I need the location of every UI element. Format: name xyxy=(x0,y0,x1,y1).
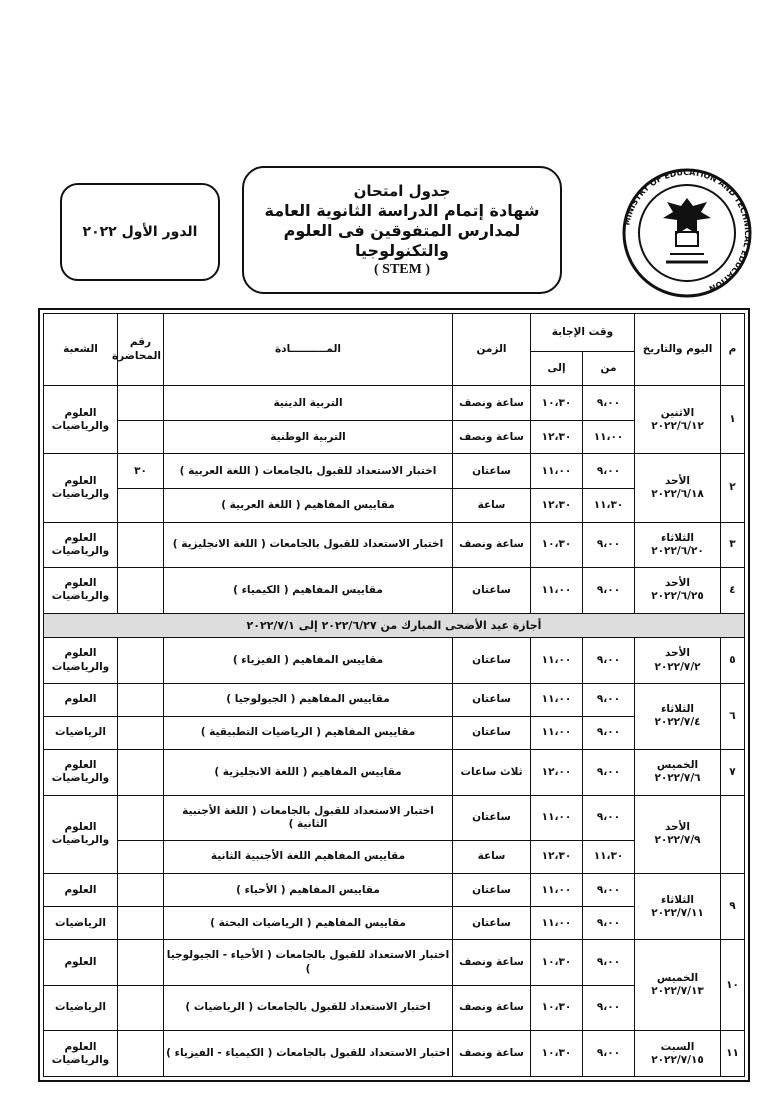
time-to: ١٢،٣٠ xyxy=(530,421,582,454)
exam-date: ٢٠٢٢/٧/٢ xyxy=(654,660,701,673)
count-cell xyxy=(118,568,164,614)
branch-cell: العلوم xyxy=(44,874,118,907)
subject-name: مقاييس المفاهيم ( اللغة الانجليزية ) xyxy=(164,750,453,796)
time-from: ٩،٠٠ xyxy=(583,386,635,421)
count-cell xyxy=(118,907,164,940)
time-from: ٩،٠٠ xyxy=(583,750,635,796)
row-number: ١ xyxy=(721,386,745,454)
title-line-4: ( STEM ) xyxy=(374,261,430,277)
row-number: ٥ xyxy=(721,638,745,684)
row-number: ١١ xyxy=(721,1031,745,1077)
title-line-3: لمدارس المتفوقين فى العلوم والتكنولوجيا xyxy=(283,220,521,260)
row-number: ٣ xyxy=(721,522,745,568)
time-from: ١١،٣٠ xyxy=(583,489,635,522)
duration: ثلاث ساعات xyxy=(452,750,530,796)
day-date-cell xyxy=(635,940,721,1031)
table-row xyxy=(44,795,745,841)
day-name: الخميس xyxy=(656,759,699,772)
time-to: ١١،٠٠ xyxy=(530,716,582,749)
row-number: ٤ xyxy=(721,568,745,614)
subject-name: التربية الدينية xyxy=(164,386,453,421)
time-to: ١١،٠٠ xyxy=(530,907,582,940)
duration: ساعة xyxy=(452,489,530,522)
subject-name: اختبار الاستعداد للقبول بالجامعات ( الأحياء - الجيولوجيا ) xyxy=(164,940,453,986)
exam-schedule-table-frame xyxy=(38,308,750,1082)
holiday-break-row xyxy=(44,613,745,638)
count-cell xyxy=(118,874,164,907)
time-from: ٩،٠٠ xyxy=(583,716,635,749)
day-date-cell xyxy=(635,750,721,796)
branch-cell: العلوم xyxy=(44,683,118,716)
time-to: ١٢،٣٠ xyxy=(530,489,582,522)
time-to: ١١،٠٠ xyxy=(530,874,582,907)
count-cell xyxy=(118,750,164,796)
branch-cell: الرياضيات xyxy=(44,985,118,1031)
day-name: الثلاثاء xyxy=(660,893,695,906)
day-date-cell xyxy=(635,386,721,454)
count-cell xyxy=(118,940,164,986)
subject-name: اختبار الاستعداد للقبول بالجامعات ( الرياضيات ) xyxy=(164,985,453,1031)
col-header-count: رقم المحاضرة xyxy=(118,314,164,386)
count-cell xyxy=(118,489,164,522)
exam-date: ٢٠٢٢/٦/١٨ xyxy=(651,487,704,500)
time-from: ٩،٠٠ xyxy=(583,454,635,489)
time-to: ١١،٠٠ xyxy=(530,454,582,489)
time-to: ١٢،٠٠ xyxy=(530,750,582,796)
exam-round-label: الدور الأول ٢٠٢٢ xyxy=(60,183,220,281)
holiday-break-text: أجازة عيد الأضحى المبارك من ٢٠٢٢/٦/٢٧ إلى ٢٠٢٢/٧/١ xyxy=(44,613,745,638)
exam-date: ٢٠٢٢/٧/٦ xyxy=(654,772,701,785)
row-number: ٩ xyxy=(721,874,745,940)
time-from: ٩،٠٠ xyxy=(583,638,635,684)
document-title-box xyxy=(242,166,562,294)
subject-name: مقاييس المفاهيم اللغة الأجنبية الثانية xyxy=(164,841,453,874)
time-to: ١٠،٣٠ xyxy=(530,522,582,568)
table-row xyxy=(44,940,745,986)
subject-name: مقاييس المفاهيم ( الرياضيات البحتة ) xyxy=(164,907,453,940)
branch-cell: الرياضيات xyxy=(44,716,118,749)
subject-name: مقاييس المفاهيم ( اللغة العربية ) xyxy=(164,489,453,522)
exam-date: ٢٠٢٢/٧/١٥ xyxy=(651,1053,704,1066)
count-cell xyxy=(118,421,164,454)
subject-name: اختبار الاستعداد للقبول بالجامعات ( اللغة الانجليزية ) xyxy=(164,522,453,568)
count-cell xyxy=(118,638,164,684)
duration: ساعة ونصف xyxy=(452,940,530,986)
count-cell xyxy=(118,683,164,716)
title-line-1: جدول امتحان xyxy=(353,181,451,200)
time-to: ١١،٠٠ xyxy=(530,795,582,841)
subject-name: اختبار الاستعداد للقبول بالجامعات ( اللغة العربية ) xyxy=(164,454,453,489)
subject-name: مقاييس المفاهيم ( الفيزياء ) xyxy=(164,638,453,684)
time-from: ١١،٠٠ xyxy=(583,421,635,454)
row-number: ٦ xyxy=(721,683,745,749)
duration: ساعة ونصف xyxy=(452,1031,530,1077)
title-line-2: شهادة إتمام الدراسة الثانوية العامة xyxy=(264,200,540,220)
row-number: ٢ xyxy=(721,454,745,522)
branch-cell: العلوم xyxy=(44,940,118,986)
count-cell xyxy=(118,841,164,874)
col-header-from: من xyxy=(583,352,635,386)
table-row xyxy=(44,750,745,796)
time-to: ١٠،٣٠ xyxy=(530,940,582,986)
duration: ساعتان xyxy=(452,795,530,841)
time-from: ٩،٠٠ xyxy=(583,907,635,940)
day-name: الاثنين xyxy=(660,406,695,419)
time-from: ٩،٠٠ xyxy=(583,940,635,986)
duration: ساعتان xyxy=(452,874,530,907)
logo-ring-text: MINISTRY OF EDUCATION AND TECHNICAL EDUCATION xyxy=(622,168,753,294)
table-row xyxy=(44,386,745,421)
table-row xyxy=(44,454,745,489)
time-to: ١٠،٣٠ xyxy=(530,985,582,1031)
count-cell xyxy=(118,716,164,749)
time-to: ١٠،٣٠ xyxy=(530,386,582,421)
table-row xyxy=(44,683,745,716)
duration: ساعة ونصف xyxy=(452,386,530,421)
col-header-duration: الزمن xyxy=(452,314,530,386)
count-cell xyxy=(118,1031,164,1077)
exam-schedule-table xyxy=(43,313,745,1077)
subject-name: مقاييس المفاهيم ( الرياضيات التطبيقية ) xyxy=(164,716,453,749)
day-name: الثلاثاء xyxy=(660,703,695,716)
duration: ساعتان xyxy=(452,683,530,716)
duration: ساعة ونصف xyxy=(452,522,530,568)
time-to: ١١،٠٠ xyxy=(530,638,582,684)
subject-name: مقاييس المفاهيم ( الأحياء ) xyxy=(164,874,453,907)
day-date-cell xyxy=(635,522,721,568)
branch-cell: العلوم والرياضيات xyxy=(44,568,118,614)
ministry-logo-icon xyxy=(612,168,762,298)
time-to: ١٠،٣٠ xyxy=(530,1031,582,1077)
exam-date: ٢٠٢٢/٧/١٣ xyxy=(651,985,704,998)
col-header-num: م xyxy=(721,314,745,386)
day-name: الأحد xyxy=(664,577,691,590)
day-date-cell xyxy=(635,454,721,522)
col-header-answer-time: وقت الإجابة xyxy=(530,314,634,352)
branch-cell: العلوم والرياضيات xyxy=(44,1031,118,1077)
count-cell xyxy=(118,795,164,841)
table-row xyxy=(44,1031,745,1077)
subject-name: مقاييس المفاهيم ( الكيمياء ) xyxy=(164,568,453,614)
branch-cell: العلوم والرياضيات xyxy=(44,638,118,684)
count-cell xyxy=(118,522,164,568)
exam-date: ٢٠٢٢/٦/١٢ xyxy=(651,419,704,432)
day-name: الأحد xyxy=(664,647,691,660)
day-date-cell xyxy=(635,683,721,749)
time-from: ٩،٠٠ xyxy=(583,1031,635,1077)
exam-date: ٢٠٢٢/٧/٩ xyxy=(654,834,701,847)
exam-date: ٢٠٢٢/٧/١١ xyxy=(651,906,704,919)
day-name: السبت xyxy=(660,1040,695,1053)
duration: ساعة ونصف xyxy=(452,985,530,1031)
subject-name: اختبار الاستعداد للقبول بالجامعات ( الكيمياء - الفيزياء ) xyxy=(164,1031,453,1077)
row-number: ٧ xyxy=(721,750,745,796)
time-from: ٩،٠٠ xyxy=(583,683,635,716)
day-date-cell xyxy=(635,568,721,614)
table-row xyxy=(44,522,745,568)
time-from: ٩،٠٠ xyxy=(583,795,635,841)
duration: ساعتان xyxy=(452,454,530,489)
row-number xyxy=(721,795,745,874)
day-date-cell xyxy=(635,874,721,940)
exam-date: ٢٠٢٢/٦/٢٥ xyxy=(651,590,704,603)
day-date-cell xyxy=(635,795,721,874)
duration: ساعة ونصف xyxy=(452,421,530,454)
branch-cell: الرياضيات xyxy=(44,907,118,940)
branch-cell: العلوم والرياضيات xyxy=(44,386,118,454)
time-to: ١١،٠٠ xyxy=(530,683,582,716)
duration: ساعتان xyxy=(452,638,530,684)
exam-date: ٢٠٢٢/٦/٢٠ xyxy=(651,544,704,557)
day-name: الخميس xyxy=(656,972,699,985)
branch-cell: العلوم والرياضيات xyxy=(44,795,118,874)
table-row xyxy=(44,638,745,684)
time-from: ٩،٠٠ xyxy=(583,568,635,614)
branch-cell: العلوم والرياضيات xyxy=(44,750,118,796)
exam-schedule-body xyxy=(44,386,745,1077)
day-name: الأحد xyxy=(664,821,691,834)
day-name: الثلاثاء xyxy=(660,531,695,544)
col-header-branch: الشعبة xyxy=(44,314,118,386)
day-name: الأحد xyxy=(664,474,691,487)
duration: ساعتان xyxy=(452,716,530,749)
time-from: ٩،٠٠ xyxy=(583,522,635,568)
subject-name: اختبار الاستعداد للقبول بالجامعات ( اللغة الأجنبية الثانية ) xyxy=(164,795,453,841)
count-cell: ٣٠ xyxy=(118,454,164,489)
branch-cell: العلوم والرياضيات xyxy=(44,522,118,568)
day-date-cell xyxy=(635,1031,721,1077)
duration: ساعة xyxy=(452,841,530,874)
day-date-cell xyxy=(635,638,721,684)
time-from: ٩،٠٠ xyxy=(583,985,635,1031)
row-number: ١٠ xyxy=(721,940,745,1031)
col-header-day-date: اليوم والتاريخ xyxy=(635,314,721,386)
subject-name: التربية الوطنية xyxy=(164,421,453,454)
exam-date: ٢٠٢٢/٧/٤ xyxy=(654,716,701,729)
time-to: ١٢،٣٠ xyxy=(530,841,582,874)
branch-cell: العلوم والرياضيات xyxy=(44,454,118,522)
table-row xyxy=(44,568,745,614)
count-cell xyxy=(118,386,164,421)
duration: ساعتان xyxy=(452,568,530,614)
time-to: ١١،٠٠ xyxy=(530,568,582,614)
subject-name: مقاييس المفاهيم ( الجيولوجيا ) xyxy=(164,683,453,716)
col-header-subject: المــــــــــادة xyxy=(164,314,453,386)
col-header-to: إلى xyxy=(530,352,582,386)
time-from: ٩،٠٠ xyxy=(583,874,635,907)
duration: ساعتان xyxy=(452,907,530,940)
count-cell xyxy=(118,985,164,1031)
table-row xyxy=(44,874,745,907)
time-from: ١١،٣٠ xyxy=(583,841,635,874)
